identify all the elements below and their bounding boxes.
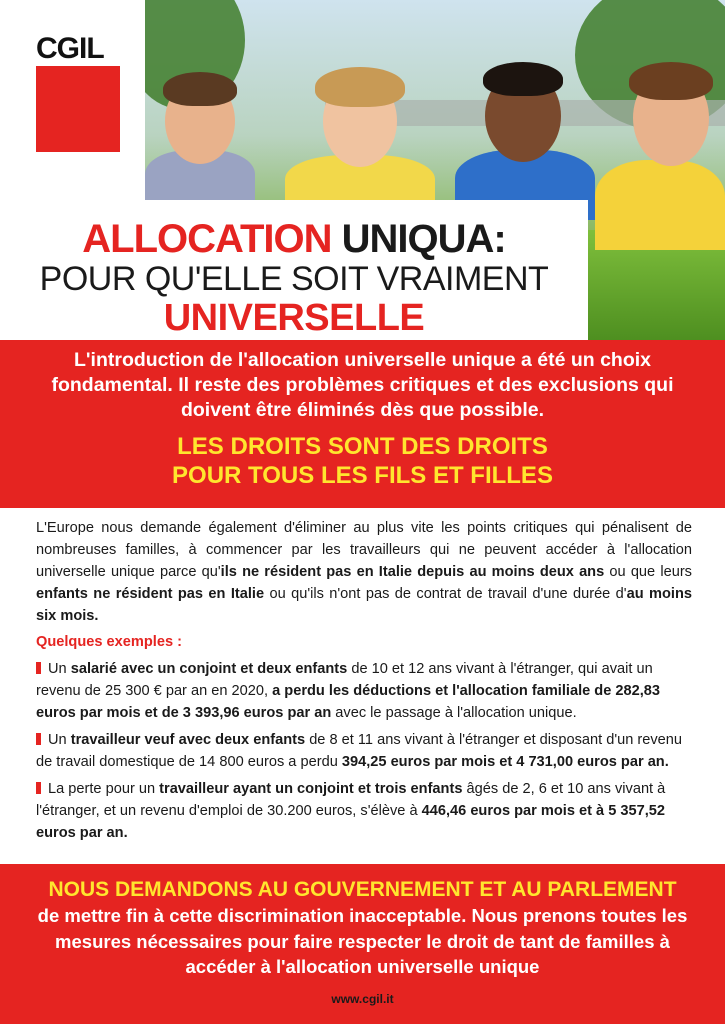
title-line-1 bbox=[0, 218, 588, 260]
slogan-line-1: LES DROITS SONT DES DROITS bbox=[177, 433, 548, 460]
cgil-logo-text: CGIL bbox=[36, 32, 104, 65]
slogan-line-2: POUR TOUS LES FILS ET FILLES bbox=[172, 462, 553, 489]
title-line-2: POUR QU'ELLE SOIT VRAIMENT bbox=[39, 260, 549, 298]
demand-headline: NOUS DEMANDONS AU GOUVERNEMENT ET AU PARLEMENT bbox=[48, 878, 677, 901]
examples-title: Quelques exemples : bbox=[36, 634, 182, 650]
title-dark-word: UNIQUA: bbox=[341, 217, 506, 261]
demand-text: de mettre fin à cette discrimination inacceptable. Nous prenons toutes les mesures nécessaires pour faire respecter le droit de tant de familles à accéder à l'allocation universelle unique bbox=[37, 905, 688, 977]
title-line-3: UNIVERSELLE bbox=[163, 297, 425, 339]
bullet-marker bbox=[36, 662, 41, 674]
example-2: Un travailleur veuf avec deux enfants de 8 et 11 ans vivant à l'étranger et disposant d'un revenu de travail domestique de 14 800 euros a perdu 394,25 euros par mois et 4 731,00 euros par an. bbox=[36, 732, 683, 770]
example-1: Un salarié avec un conjoint et deux enfants de 10 et 12 ans vivant à l'étranger, qui avait un revenu de 25 300 € par an en 2020, a perdu les déductions et l'allocation familiale de 282,83 euros par mois et de 3 393,96 euros par an avec le passage à l'allocation unique. bbox=[36, 661, 661, 721]
logo-area bbox=[0, 0, 145, 200]
title-box bbox=[0, 200, 588, 340]
example-3: La perte pour un travailleur ayant un conjoint et trois enfants âgés de 2, 6 et 10 ans vivant à l'étranger, et un revenu d'emploi de 30.200 euros, s'élève à 446,46 euros par mois et à 5 357,52 euros par an. bbox=[36, 781, 666, 841]
body-text bbox=[36, 517, 692, 844]
intro-text: L'introduction de l'allocation universelle unique a été un choix fondamental. Il reste des problèmes critiques et des exclusions qui doivent être éliminés dès que possible. bbox=[51, 349, 674, 421]
paragraph-main: L'Europe nous demande également d'éliminer au plus vite les points critiques qui pénalisent de nombreuses familles, à commencer par les travailleurs qui ne peuvent accéder à l'allocation universelle unique parce qu'ils ne résident pas en Italie depuis au moins deux ans ou que leurs enfants ne résident pas en Italie ou qu'ils n'ont pas de contrat de travail d'une durée d'au moins six mois. bbox=[36, 520, 692, 624]
website-link[interactable]: www.cgil.it bbox=[331, 992, 394, 1006]
bullet-marker bbox=[36, 782, 41, 794]
title-red-word: ALLOCATION bbox=[82, 217, 332, 261]
cgil-logo-square bbox=[36, 66, 120, 152]
slogan bbox=[20, 432, 705, 490]
bullet-marker bbox=[36, 733, 41, 745]
